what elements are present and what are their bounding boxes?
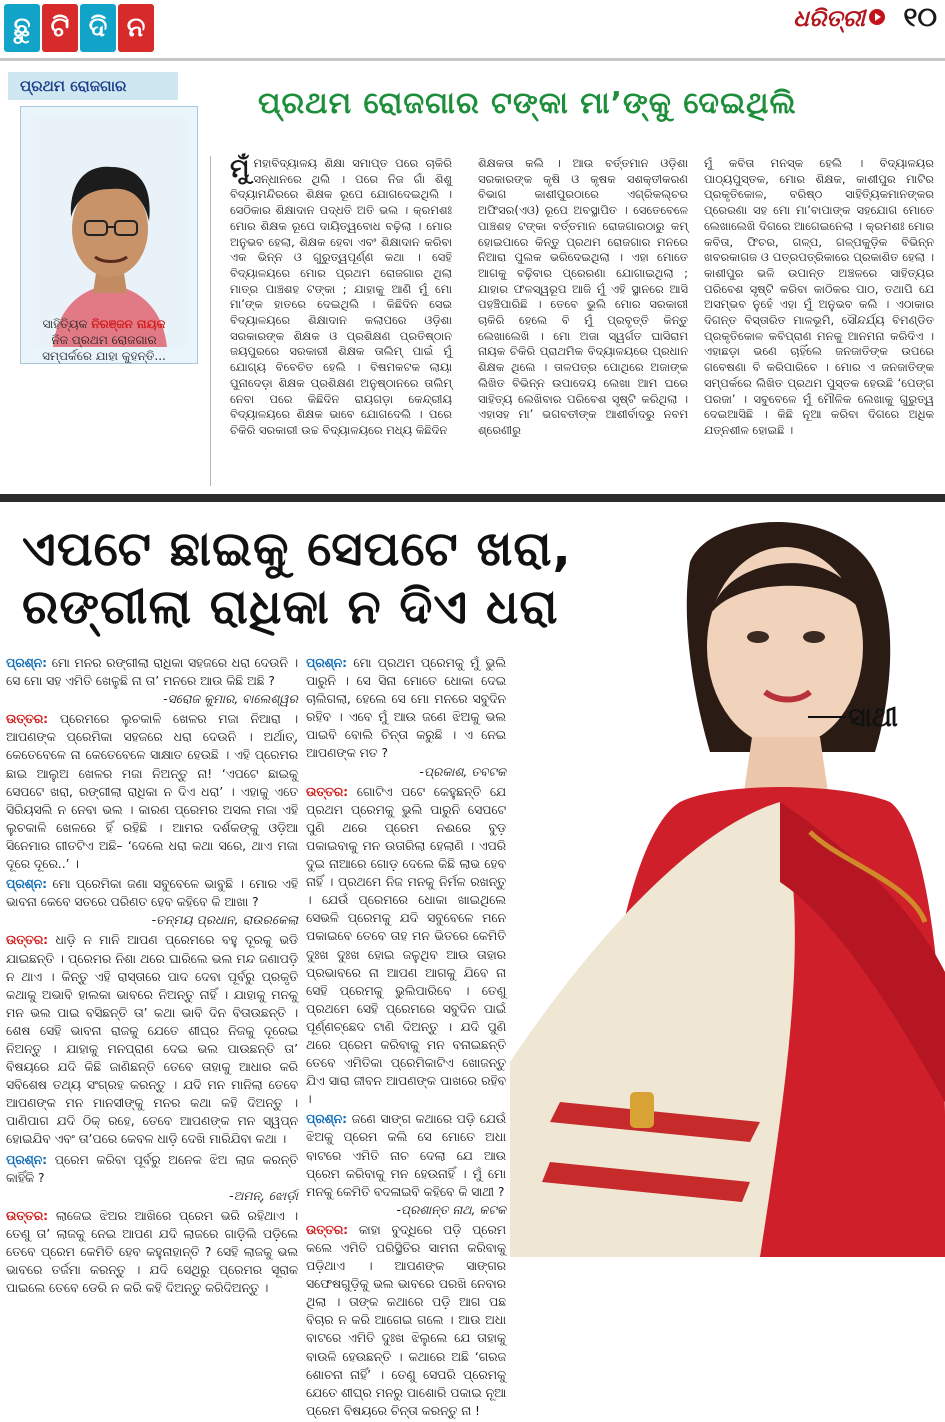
question-block xyxy=(306,654,506,781)
article-column-1 xyxy=(230,156,452,439)
divider xyxy=(0,58,945,61)
column-divider xyxy=(210,156,211,486)
section-letter: ଟି xyxy=(42,4,78,52)
headline-line: ରଙ୍ଗୀଲା ରାଧିକା ନ ଦିଏ ଧରା xyxy=(22,579,559,635)
section-divider xyxy=(0,494,945,502)
portrait-illustration xyxy=(33,117,187,347)
headline-line: ଏପଟେ ଛାଇକୁ ସେପଟେ ଖରା, xyxy=(22,521,572,577)
qa-column-right xyxy=(306,654,506,1422)
question-text: ଜଣେ ସାଙ୍ଗ କଥାରେ ପଡ଼ି ଯେଉଁ ଝିଅକୁ ପ୍ରେମ କଲି ସେ ମୋତେ ଅଧା ବାଟରେ ଏମିତି ନାଚ ଦେଲା ଯେ ଆଉ ପ୍ରେମ କରିବାକୁ ମନ ହେଉନାହିଁ । ମୁଁ ମୋ ମନକୁ କେମିତି ବଦଳାଇବି କହିବେ କି ସାଥୀ ? xyxy=(306,1112,506,1199)
section-logo xyxy=(4,4,154,52)
question-label: ପ୍ରଶ୍ନ: xyxy=(6,656,48,670)
column-tag: ସାଥୀ xyxy=(848,702,898,733)
drop-cap: ମୁଁ xyxy=(230,154,250,184)
section-letter: ଦି xyxy=(80,4,116,52)
second-story-headline xyxy=(22,520,702,636)
article-column-2: ଶିକ୍ଷକତା କଲି । ଆଉ ବର୍ତ୍ତମାନ ଓଡ଼ିଶା ସରକାରଙ୍କ କୃଷି ଓ କୃଷକ ସଶକ୍ତୀକରଣ ବିଭାଗ କାଶୀପୁରଠାରେ ଏଗ୍ରିକଲ୍‌ଚର ଅଫିସର(ଏଓ) ରୂପେ ଅବସ୍ଥାପିତ । ସେତେବେଳେ ପାଞ୍ଚଶହ ଟଙ୍କା ବର୍ତ୍ତମାନ ରୋଜଗାରଠାରୁ କମ୍ ହୋଇପାରେ କିନ୍ତୁ ପ୍ରଥମ ରୋଜଗାର ମନରେ ନିଆରା ପୁଲକ ଭରିଦେଇଥିଲା । ଏହା ମୋତେ ଆଗକୁ ବଢ଼ିବାର ପ୍ରେରଣା ଯୋଗାଇଥିଲା ; ଯାହାର ଫଳସ୍ୱରୂପ ଆଜି ମୁଁ ଏହି ସ୍ଥାନରେ ଆସି ପହଞ୍ଚିପାରିଛି । ତେବେ ଭୁଲି ମୋର ସରକାରୀ ଚାକିରି ହେଲେ ବି ମୁଁ ପ୍ରବୃତ୍ତି କିନ୍ତୁ ଲେଖାଲେଖି । ମୋ ଅଜା ସ୍ୱର୍ଗତ ଘାସିରାମ ନାୟକ ଚିକିରି ପ୍ରାଥମିକ ବିଦ୍ୟାଳୟରେ ପ୍ରଧାନ ଶିକ୍ଷକ ଥିଲେ । ତାଳପତ୍ର ପୋଥିରେ ଅଜାଙ୍କ ଲିଖିତ ବିଭିନ୍ନ ଉପାଦେୟ ଲେଖା ଆମ ଘରେ ସାହିତ୍ୟ ଲେଖିବାର ପରିବେଶ ସୃଷ୍ଟି କରିଥିଲା । ଏହାସହ ମା’ ଭଗବତୀଙ୍କ ଆଶୀର୍ବାଦରୁ ନବମ ଶ୍ରେଣୀରୁ xyxy=(478,156,688,437)
caption-text: ନିଜ ପ୍ରଥମ ରୋଜଗାର ସମ୍ପର୍କରେ ଯାହା କୁହନ୍ତି... xyxy=(42,333,166,363)
answer-block xyxy=(306,1221,506,1420)
question-label: ପ୍ରଶ୍ନ: xyxy=(6,1152,48,1167)
answer-text: ଗୋଟିଏ ପଟେ କେହୁଛନ୍ତି ଯେ ପ୍ରଥମ ପ୍ରେମକୁ ଭୁଲି ପାରୁନି ସେପଟେ ପୁଣି ଥରେ ପ୍ରେମ ନଈରେ ବୁଡ଼ ପକାଇବାକୁ ମନ ଉତାରିଲା ହେଲାଣି । ଏପରି ଦୁଇ ନାଆରେ ଗୋଡ଼ ଦେଲେ କିଛି ଲାଭ ହେବ ନାହିଁ । ପ୍ରଥମେ ନିଜ ମନକୁ ନିର୍ମଳ ରଖନ୍ତୁ । ଯେଉଁ ପ୍ରେମରେ ଧୋକା ଖାଇଥିଲେ ସେଭଳି ପ୍ରେମକୁ ଯଦି ସବୁବେଳେ ମନେ ପକାଇବେ ତେବେ ତାହ ମନ ଭିତରେ କେମିତି ଦୁଃଖ ଦୁଃଖ ହୋଇ ଜଳୁଥିବ ଆଉ ତାହାର ପ୍ରଭାବରେ ନା ଆପଣ ଆଗକୁ ଯିବେ ନା ସେହି ପ୍ରେମକୁ ଭୁଲିପାରିବେ । ତେଣୁ ପ୍ରଥମେ ସେହି ପ୍ରେମରେ ସବୁଦିନ ପାଇଁ ପୂର୍ଣ୍ଣଚ୍ଛେଦ ଟାଣି ଦିଅନ୍ତୁ । ଯଦି ପୁଣି ଥରେ ପ୍ରେମ କରିବାକୁ ମନ ବନାଇଛନ୍ତି ତେବେ ଏମିତିକା ପ୍ରେମିକାଟିଏ ଖୋଜନ୍ତୁ ଯିଏ ସାରା ଜୀବନ ଆପଣଙ୍କ ପାଖରେ ରହିବ । xyxy=(306,784,506,1107)
answer-text: ଲାଜେଇ ଝିଅର ଆଖିରେ ପ୍ରେମ ଭରି ରହିଥାଏ । ତେଣୁ ତା’ ଲାଜକୁ ନେଇ ଆପଣ ଯଦି ଲାଜରେ ଗାଡ଼ିଲି ପଡ଼ିଲେ ତେବେ ପ୍ରେମ କେମିତି ହେବ କହୁନାହାନ୍ତି ? ସେହି ଲାଜକୁ ଭଲ ଭାବରେ ତର୍ଜମା କରନ୍ତୁ । ଯଦି ସେଥିରୁ ପ୍ରେମର ସୂରାକ ପାଇଲେ ତେବେ ଡେରି ନ କରି କହି ଦିଅନ୍ତୁ କରିଦିଅନ୍ତୁ । xyxy=(6,1208,298,1296)
question-signature: -ଅମନ୍, ଝୋର୍ଡ଼ା xyxy=(229,1188,298,1203)
column-text: ମହାବିଦ୍ୟାଳୟ ଶିକ୍ଷା ସମାପ୍ତ ପରେ ଚାକିରି ସନ୍ଧାନରେ ଥିଲି । ପରେ ନିଜ ଗାଁ ଶିଶୁ ବିଦ୍ୟାମନ୍ଦିରରେ ଶିକ୍ଷକ ରୂପେ ଯୋଗଦେଇଥିଲି । ସେଠିକାର ଶିକ୍ଷାଦାନ ପଦ୍ଧତି ଅତି ଭଲ । କ୍ରମଶଃ ମୋର ଶିକ୍ଷକ ରୂପେ ଦାୟିତ୍ୱବୋଧ ବଢ଼ିଲା । ମୋର ଅନୁଭବ ହେଲା, ଶିକ୍ଷକ ହେବା ଏବଂ ଶିକ୍ଷାଦାନ କରିବା ଏକ ଭିନ୍ନ ଓ ଗୁରୁତ୍ୱପୂର୍ଣ୍ଣ କଥା । ସେହି ବିଦ୍ୟାଳୟରେ ମୋର ପ୍ରଥମ ରୋଜଗାର ଥିଲା ମାତ୍ର ପାଞ୍ଚଶହ ଟଙ୍କା ; ଯାହାକୁ ଆଣି ମୁଁ ମୋ ମା’ଙ୍କ ହାତରେ ଦେଇଥିଲି । କିଛିଦିନ ସେଇ ବିଦ୍ୟାଳୟରେ ଶିକ୍ଷାଦାନ କଲାପରେ ଓଡ଼ିଶା ସରକାରଙ୍କ ଶିକ୍ଷକ ଓ ପ୍ରଶିକ୍ଷଣ ପ୍ରତିଷ୍ଠାନ ଜୟପୁରରେ ସରକାରୀ ଶିକ୍ଷକ ତାଲିମ୍ ପାଇଁ ମୁଁ ଯୋଗ୍ୟ ବିବେଚିତ ହେଲି । ବିଷମକଟକ ଲାୟା ପୁନାଦେଡ଼ା ଶିକ୍ଷକ ପ୍ରଶିକ୍ଷଣ ଅନୁଷ୍ଠାନରେ ତାଲିମ୍ ନେବା ପରେ କିଛିଦିନ ରାୟଗଡ଼ା କେନ୍ଦ୍ରୀୟ ବିଦ୍ୟାଳୟରେ ଶିକ୍ଷକ ଭାବେ ଯୋଗଦେଲି । ପରେ ଚିକିରି ସରକାରୀ ଉଚ୍ଚ ବିଦ୍ୟାଳୟରେ ମଧ୍ୟ କିଛିଦିନ xyxy=(230,156,452,437)
caption-role: ସାହିତ୍ୟିକ xyxy=(42,317,88,331)
section-letter: ନ xyxy=(118,4,154,52)
answer-block xyxy=(6,1207,298,1297)
question-block xyxy=(6,654,298,708)
question-signature: -ତନ୍ମୟ ପ୍ରଧାନ, ରାଉରକେଲା xyxy=(151,913,298,928)
question-text: ମୋ ମନର ରଙ୍ଗୀଲା ରାଧିକା ସହଜରେ ଧରା ଦେଉନି । ସେ ମୋ ସହ ଏମିତି ଖେଳୁଛି ନା ତା’ ମନରେ ଆଉ କିଛି ଅଛି ? xyxy=(6,656,298,689)
section-letter: ଛୁ xyxy=(4,4,40,52)
tag-line xyxy=(808,716,846,718)
answer-text: ପ୍ରେମରେ ଲୁଚକାଳି ଖେଳର ମଜା ନିଆରା । ଆପଣଙ୍କ ପ୍ରେମିକା ସହଜରେ ଧରା ଦେଉନି । ଅର୍ଥାତ୍, କେତେବେଳେ ନା କେତେବେଳେ ସାକ୍ଷାତ ହେଉଛି । ଏହି ପ୍ରେମର ଛାଇ ଆଲୁଅ ଖେଳର ମଜା ନିଅନ୍ତୁ ନା! ‘ଏପଟେ ଛାଇକୁ ସେପଟେ ଖରା, ରଙ୍ଗୀଲା ରାଧିକା ନ ଦିଏ ଧରା’ । ଏହାକୁ ଏତେ ସିରିୟସଲି ନ ନେବା ଭଲ । କାରଣ ପ୍ରେମର ଅସଲ ମଜା ଏହି ଲୁଚକାଳି ଖେଳରେ ହିଁ ରହିଛି । ଆମର ଦର୍ଶକଙ୍କୁ ଓଡ଼ିଆ ସିନେମାର ଗୀତଟିଏ ଅଛି– ‘ଦେଲେ ଧରା କଥା ସରେ, ଥାଏ ମଜା ଦୂରେ ଦୂରେ..’ । xyxy=(6,712,298,872)
masthead xyxy=(0,0,945,58)
question-text: ମୋ ପ୍ରଥମ ପ୍ରେମକୁ ମୁଁ ଭୁଲି ପାରୁନି । ସେ ସିନା ମୋତେ ଧୋକା ଦେଇ ଚାଲିଗଲା, ହେଲେ ସେ ମୋ ମନରେ ସବୁଦିନ ରହିବ । ଏବେ ମୁଁ ଆଉ ଜଣେ ଝିଅକୁ ଭଲ ପାଇବି ବୋଲି ଚିନ୍ତା କରୁଛି । ଏ ନେଇ ଆପଣଙ୍କ ମତ ? xyxy=(306,656,506,761)
answer-label: ଉତ୍ତର: xyxy=(6,1208,49,1223)
answer-label: ଉତ୍ତର: xyxy=(306,784,349,799)
qa-column-left xyxy=(6,654,298,1299)
page-number: ୧୦ xyxy=(903,2,937,33)
question-block xyxy=(6,1151,298,1205)
answer-text: ଧାଡ଼ି ନ ମାନି ଆପଣ ପ୍ରେମରେ ବହୁ ଦୂରକୁ ଭଡି ଯାଇଛନ୍ତି । ପ୍ରେମର ନିଶା ଥରେ ଘାରିଲେ ଭଲ ମନ୍ଦ ଜଣାପଡ଼ି ନ ଥାଏ । କିନ୍ତୁ ଏହି ରାସ୍ତାରେ ପାଦ ଦେବା ପୂର୍ବରୁ ପ୍ରକୃତି କଥାକୁ ଅଭାବି ହାଲକା ଭାବରେ ନିଅନ୍ତୁ ନାହିଁ । ଯାହାକୁ ମନକୁ ମନ ଭଲ ପାଇ ବସିଛନ୍ତି ତା’ କଥା ଭାବି ଦିନ ବିତାଉଛନ୍ତି । ଶେଷ ସେହି ଭାବନା ରାଜକୁ ଯେତେ ଶୀଘ୍ର ନିଜକୁ ଦୂରେଇ ନିଅନ୍ତୁ । ଯାହାକୁ ମନପ୍ରାଣ ଦେଇ ଭଲ ପାଉଛନ୍ତି ତା’ ବିଷୟରେ ଯଦି କିଛି ଜାଣିଛନ୍ତି ତେବେ ତାହାକୁ ଆଧାର କରି ସବିଶେଷ ତଥ୍ୟ ସଂଗ୍ରହ କରନ୍ତୁ । ଯଦି ମନ ମାନିଲା ତେବେ ଆପଣଙ୍କ ମନ ମାନସୀଙ୍କୁ ମନର କଥା କହି ଦିଅନ୍ତୁ । ପାଣିପାଗ ଯଦି ଠିକ୍ ରହେ, ତେବେ ଆପଣଙ୍କ ମନ ସ୍ୱପ୍ନ ହୋଇଯିବ ଏବଂ ତା’ପରେ କେବଳ ଧାଡ଼ି ଦେଖି ମାରିଯିବା କଥା । xyxy=(6,933,299,1147)
answer-block xyxy=(6,710,298,873)
question-text: ପ୍ରେମ କରିବା ପୂର୍ବରୁ ଅନେକ ଝିଅ ଲାଜ କରନ୍ତି କାହିଁକି ? xyxy=(6,1152,298,1185)
article-column-3: ମୁଁ କବିତା ମନସ୍କ ହେଲି । ବିଦ୍ୟାଳୟର ପାଠ୍ୟପୁସ୍ତକ, ମୋର ଶିକ୍ଷକ, କାଶୀପୁର ମାଟିର ପ୍ରକୃତିକୋଳ, ବରିଷ୍ଠ ସାହିତ୍ୟିକମାନଙ୍କର ପ୍ରେରଣା ସହ ମୋ ମା’ବାପାଙ୍କ ସହଯୋଗ ମୋତେ ଲେଖାଲେଖି ଦିଗରେ ଆଗେଇନେଲା । କ୍ରମଶଃ ମୋର କବିତା, ଫିଚର, ଗଳ୍ପ, ଗଳ୍ପକୁଡ଼ିକ ବିଭିନ୍ନ ଖବରକାଗଜ ଓ ପତ୍ରପତ୍ରିକାରେ ପ୍ରକାଶିତ ହେଲା । କାଶୀପୁର ଭଳି ଉପାନ୍ତ ଅଞ୍ଚଳରେ ସାହିତ୍ୟର ପରିବେଶ ସୃଷ୍ଟି କରିବା କାଠିକର ପାଠ, ତଥାପି ଯେ ଅସମ୍ଭବ ନୁହେଁ ଏହା ମୁଁ ଅନୁଭବ କଲି । ଏଠାକାର ଦିଗନ୍ତ ବିସ୍ତାରିତ ମାଳଭୂମି, ସୌନ୍ଦର୍ଯ୍ୟ ବିମଣ୍ଡିତ ପ୍ରକୃତିକୋଳ କବିପ୍ରାଣ ମନକୁ ଆନମନା କରିଦିଏ । ଏହାଛଡ଼ା ଭଣେ ଚାହିଁଲେ ଜନଜାତିଙ୍କ ଉପରେ ଗବେଷଣା ବି କରିପାରିବେ । ମୋର ଏ ଜନଜାତିଙ୍କ ସମ୍ପର୍କରେ ଲିଖିତ ପ୍ରଥମ ପୁସ୍ତକ ହେଉଛି ‘ପେଙ୍ଗ ପରଜା’ । ସବୁବେଳେ ମୁଁ ମୌଳିକ ଲେଖାକୁ ଗୁରୁତ୍ୱ ଦେଇଆସିଛି । କିଛି ନୂଆ କରିବା ଦିଗରେ ଅଧିକ ଯତ୍ନଶୀଳ ହୋଇଛି । xyxy=(704,156,934,437)
question-signature: -ପ୍ରକାଶ, ତବଟକ xyxy=(419,764,506,779)
question-label: ପ୍ରଶ୍ନ: xyxy=(306,1112,348,1127)
play-icon xyxy=(869,9,885,25)
question-signature: -ସରୋଜ କୁମାର, ବାଲେଶ୍ୱର xyxy=(163,692,298,707)
second-story xyxy=(0,502,945,1418)
answer-text: କାହା ବୁଦ୍ଧିରେ ପଡ଼ି ପ୍ରେମ କଲେ ଏମିତି ପରିସ୍ଥିତିର ସାମନା କରିବାକୁ ପଡ଼ିଥାଏ । ଆପଣଙ୍କ ସାଙ୍ଗର ସଫେଷଗୁଡ଼ିକୁ ଭଲ ଭାବରେ ପରଖି ନେବାର ଥିଲା । ତାଙ୍କ କଥାରେ ପଡ଼ି ଆଗ ପଛ ବିଚାର ନ କରି ଆଗେଇ ଗଲେ । ଆଉ ଅଧା ବାଟରେ ଏମିତି ଦୁଃଖ ଝିଲୁଲେ ଯେ ତାହାକୁ ବାଉଳି ହେଉଛନ୍ତି । କଥାରେ ଅଛି ‘ଗରଜ ଶୋଚନା ନାହିଁ’ । ତେଣୁ ସେପରି ପ୍ରେମକୁ ଯେତେ ଶୀଘ୍ର ମନରୁ ପାଶୋରି ପକାଇ ନୂଆ ପ୍ରେମ ବିଷୟରେ ଚିନ୍ତା କରନ୍ତୁ ନା ! xyxy=(306,1222,506,1418)
question-label: ପ୍ରଶ୍ନ: xyxy=(306,656,348,670)
question-signature: -ପ୍ରଶାନ୍ତ ନାଥ, କଟକ xyxy=(396,1202,506,1217)
top-story xyxy=(0,62,945,494)
answer-block xyxy=(306,783,506,1109)
question-text: ମୋ ପ୍ରେମିକା ଜଣା ସବୁବେଳେ ଭାବୁଛି । ମୋର ଏହି ଭାବନା କେବେ ସତରେ ପରିଣତ ହେବ କହିବେ କି ଆଖା ? xyxy=(6,877,298,910)
answer-label: ଉତ୍ତର: xyxy=(306,1222,349,1237)
answer-label: ଉତ୍ତର: xyxy=(6,933,49,948)
answer-label: ଉତ୍ତର: xyxy=(6,712,49,727)
top-story-headline: ପ୍ରଥମ ରୋଜଗାର ଟଙ୍କା ମା’ଙ୍କୁ ଦେଇଥିଲି xyxy=(258,86,797,121)
question-block xyxy=(306,1110,506,1219)
brand-logo: ଧରିତ୍ରୀ xyxy=(793,6,865,32)
story-kicker: ପ୍ରଥମ ରୋଜଗାର xyxy=(8,72,178,100)
question-label: ପ୍ରଶ୍ନ: xyxy=(6,877,48,892)
caption-name: ନିରଞ୍ଜନ ନାୟକ xyxy=(91,317,166,331)
answer-block xyxy=(6,931,298,1148)
question-block xyxy=(6,875,298,929)
photo-caption xyxy=(28,316,180,364)
